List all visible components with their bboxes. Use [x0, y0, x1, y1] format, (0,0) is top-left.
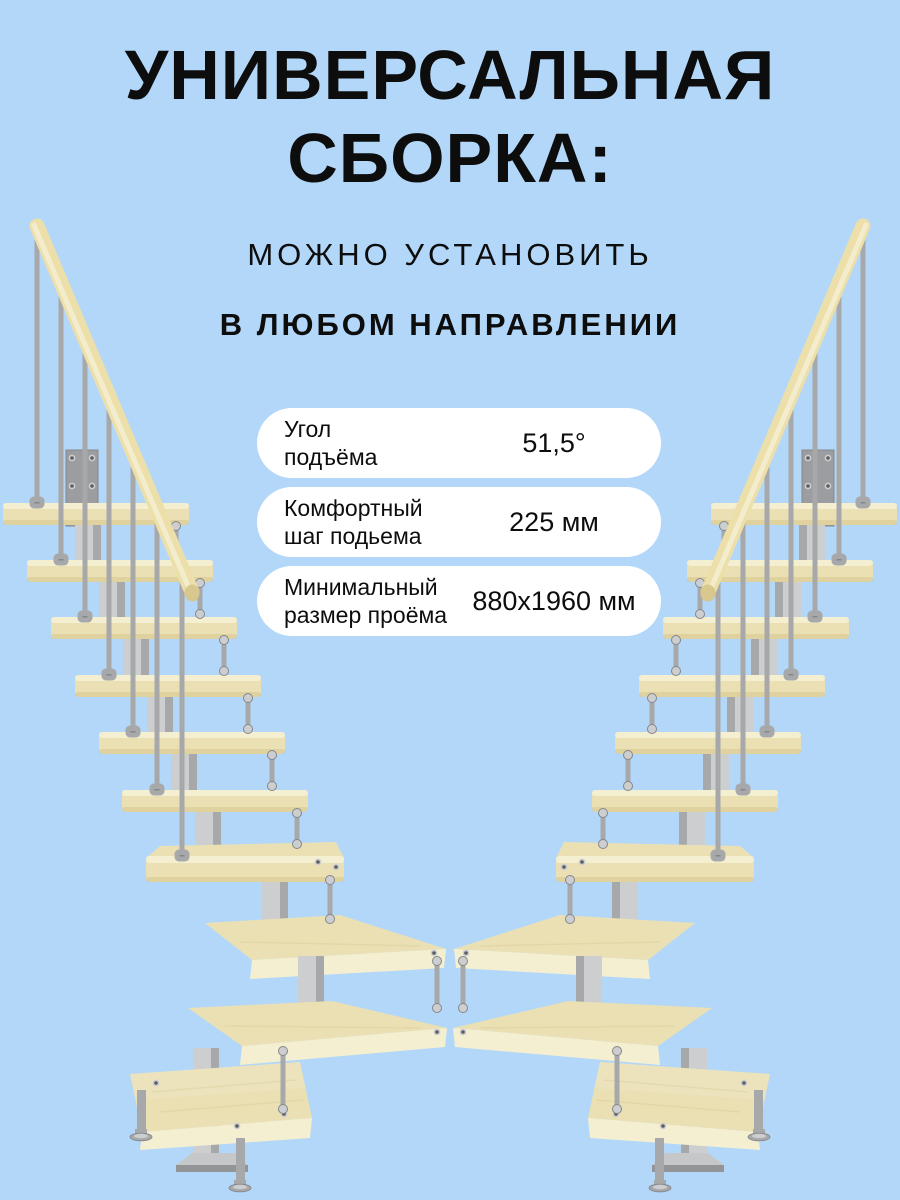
staircase-left	[3, 225, 447, 1192]
subtitle-any-direction: В ЛЮБОМ НАПРАВЛЕНИИ	[219, 307, 681, 342]
spec-value: 225 мм	[509, 506, 599, 537]
spec-label: Минимальный	[284, 574, 438, 600]
spec-value: 51,5°	[522, 427, 586, 458]
title-line-2: СБОРКА:	[287, 119, 613, 197]
spec-value: 880x1960 мм	[472, 585, 636, 616]
spec-label: шаг подьема	[284, 523, 422, 549]
spec-label: размер проёма	[284, 602, 448, 628]
title-line-1: УНИВЕРСАЛЬНАЯ	[124, 36, 776, 114]
spec-label: Угол	[284, 416, 332, 442]
spec-label: Комфортный	[284, 495, 423, 521]
spec-label: подъёма	[284, 444, 378, 470]
staircase-right	[453, 225, 897, 1192]
subtitle-can-install: МОЖНО УСТАНОВИТЬ	[247, 237, 653, 272]
